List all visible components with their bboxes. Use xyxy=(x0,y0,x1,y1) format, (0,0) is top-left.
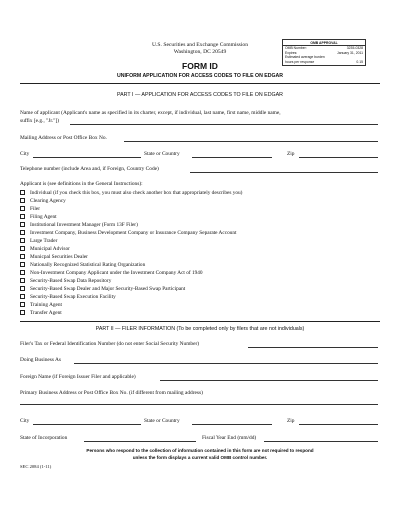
option-label: Training Agent xyxy=(30,301,63,308)
option-label: Transfer Agent xyxy=(30,309,62,316)
city-field[interactable] xyxy=(33,157,141,158)
form-number: SEC 2084 (1-11) xyxy=(20,464,52,469)
omb-label: Estimated average burden xyxy=(285,55,325,60)
checkbox-large-trader[interactable] xyxy=(20,238,25,243)
state-label: State or Country xyxy=(144,418,180,424)
omb-value: January 31, 2011 xyxy=(337,50,363,55)
zip-label: Zip xyxy=(287,151,295,157)
option-label: Investment Company, Business Development Company or Insurance Company Separate Account xyxy=(30,229,237,236)
applicant-name-label: Name of applicant (Applicant's name as specified in its charter, except, if individual, last name, first name, middle name, xyxy=(20,110,281,116)
mailing-address-field[interactable] xyxy=(124,141,378,142)
checkbox-institutional-investment-manager[interactable] xyxy=(20,222,25,227)
option-label: Security-Based Swap Dealer and Major Security-Based Swap Participant xyxy=(30,285,186,292)
option-label: Clearing Agency xyxy=(30,197,66,204)
checkbox-nrsro[interactable] xyxy=(20,262,25,267)
checkbox-filing-agent[interactable] xyxy=(20,214,25,219)
city-field[interactable] xyxy=(33,424,141,425)
checkbox-municipal-advisor[interactable] xyxy=(20,246,25,251)
form-subtitle: UNIFORM APPLICATION FOR ACCESS CODES TO FILE ON EDGAR xyxy=(116,73,283,79)
omb-notice: Persons who respond to the collection of information contained in this form are not required to respond xyxy=(86,448,314,453)
city-label: City xyxy=(20,418,30,424)
business-address-field[interactable] xyxy=(20,404,378,405)
city-label: City xyxy=(20,151,30,157)
applicant-name-label-2: suffix [e.g., "Jr."]) xyxy=(20,118,60,124)
checkbox-filer[interactable] xyxy=(20,206,25,211)
applicant-type-intro: Applicant is (see definitions in the General Instructions): xyxy=(20,181,143,187)
foreign-name-label: Foreign Name (if Foreign Issuer Filer and applicable) xyxy=(20,374,136,380)
checkbox-investment-company[interactable] xyxy=(20,230,25,235)
tax-id-label: Filer's Tax or Federal Identification Number (do not enter Social Security Number) xyxy=(20,341,200,347)
zip-field[interactable] xyxy=(299,157,378,158)
part2-rule xyxy=(20,321,380,322)
business-address-label: Primary Business Address or Post Office Box No. (if different from mailing address) xyxy=(20,390,203,396)
omb-label: Expires: xyxy=(285,50,298,55)
checkbox-municipal-securities-dealer[interactable] xyxy=(20,254,25,259)
zip-field[interactable] xyxy=(299,424,378,425)
option-label: Security-Based Swap Data Repository xyxy=(30,277,112,284)
checkbox-swap-dealer[interactable] xyxy=(20,286,25,291)
option-label: Nationally Recognized Statistical Rating Organization xyxy=(30,261,146,268)
incorporation-label: State of Incorporation xyxy=(20,435,68,441)
checkbox-swap-data-repository[interactable] xyxy=(20,278,25,283)
checkbox-swap-execution-facility[interactable] xyxy=(20,294,25,299)
omb-label: OMB Number: xyxy=(285,46,307,51)
omb-label: hours per response xyxy=(285,59,315,64)
incorporation-field[interactable] xyxy=(84,441,196,442)
checkbox-non-investment-company[interactable] xyxy=(20,270,25,275)
fiscal-year-label: Fiscal Year End (mm/dd) xyxy=(202,435,257,441)
dba-label: Doing Business As xyxy=(20,357,62,363)
option-label: Filer xyxy=(30,205,41,212)
omb-value: 3235-0328 xyxy=(346,46,363,51)
option-label: Large Trader xyxy=(30,237,58,244)
checkbox-transfer-agent[interactable] xyxy=(20,310,25,315)
checkbox-individual[interactable] xyxy=(20,190,25,195)
part1-heading: PART I — APPLICATION FOR ACCESS CODES TO FILE ON EDGAR xyxy=(116,92,283,98)
state-field[interactable] xyxy=(192,157,272,158)
zip-label: Zip xyxy=(287,418,295,424)
state-field[interactable] xyxy=(192,424,272,425)
checkbox-training-agent[interactable] xyxy=(20,302,25,307)
part2-heading: PART II — FILER INFORMATION (To be completed only by filers that are not individuals) xyxy=(95,326,305,332)
fiscal-year-field[interactable] xyxy=(264,441,378,442)
option-label: Filing Agent xyxy=(30,213,57,220)
omb-value: 0.15 xyxy=(356,59,363,64)
telephone-label: Telephone number (include Area and, if Foreign, Country Code) xyxy=(20,166,159,172)
form-title: FORM ID xyxy=(182,61,218,71)
header-rule xyxy=(20,83,380,84)
checkbox-clearing-agency[interactable] xyxy=(20,198,25,203)
dba-field[interactable] xyxy=(74,363,378,364)
agency-address: Washington, DC 20549 xyxy=(173,49,227,55)
option-label: Municpal Securities Dealer xyxy=(30,253,88,260)
foreign-name-field[interactable] xyxy=(160,380,378,381)
state-label: State or Country xyxy=(144,151,180,157)
option-label: Municipal Advisor xyxy=(30,245,70,252)
option-label: Security-Based Swap Execution Facility xyxy=(30,293,116,300)
option-label: Non-Investment Company Applicant under the Investment Company Act of 1940 xyxy=(30,269,203,276)
option-label: Institutional Investment Manager (Form 13F Filer) xyxy=(30,221,138,228)
omb-notice-2: unless the form displays a current valid OMB control number. xyxy=(132,455,268,460)
agency-name: U.S. Securities and Exchange Commission xyxy=(151,42,248,48)
omb-title: OMB APPROVAL xyxy=(283,40,365,46)
tax-id-field[interactable] xyxy=(248,347,378,348)
option-label: Individual (if you check this box, you must also check another box that appropriately describes you) xyxy=(30,189,243,196)
telephone-field[interactable] xyxy=(190,172,378,173)
applicant-name-field[interactable] xyxy=(70,124,378,125)
mailing-address-label: Mailing Address or Post Office Box No. xyxy=(20,135,107,141)
